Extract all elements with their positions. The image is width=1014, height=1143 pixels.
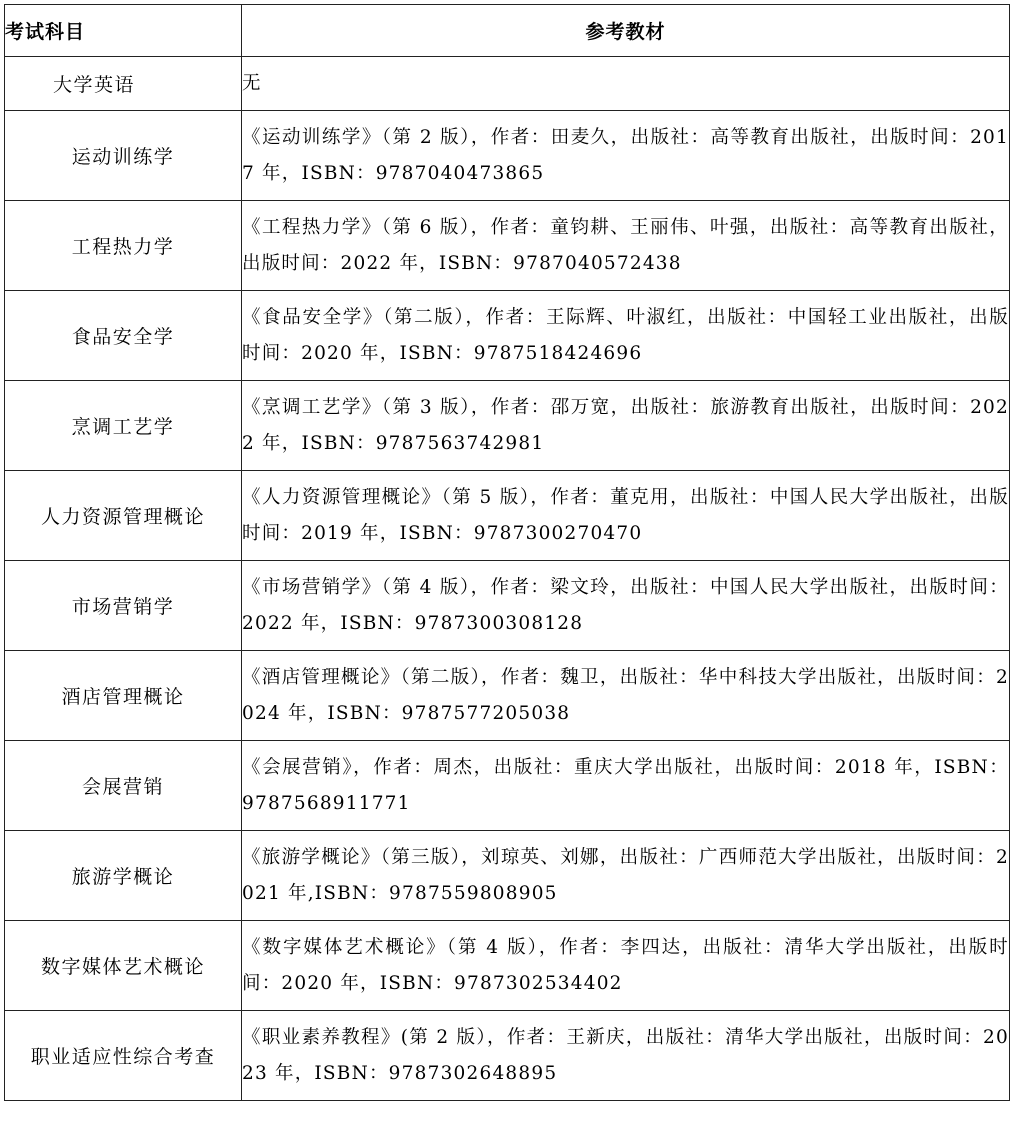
textbook-cell: 《运动训练学》（第 2 版），作者：田麦久，出版社：高等教育出版社，出版时间：2017 年，ISBN：9787040473865 (242, 111, 1010, 201)
subject-cell: 酒店管理概论 (5, 651, 242, 741)
textbook-cell: 《旅游学概论》（第三版），刘琼英、刘娜，出版社：广西师范大学出版社，出版时间：2021 年,ISBN：9787559808905 (242, 831, 1010, 921)
table-row (5, 1011, 1010, 1101)
textbook-cell: 《职业素养教程》(第 2 版），作者：王新庆，出版社：清华大学出版社，出版时间：2023 年，ISBN：9787302648895 (242, 1011, 1010, 1101)
subject-cell: 工程热力学 (5, 201, 242, 291)
subject-cell: 烹调工艺学 (5, 381, 242, 471)
textbook-cell: 《烹调工艺学》（第 3 版），作者：邵万宽，出版社：旅游教育出版社，出版时间：2022 年，ISBN：9787563742981 (242, 381, 1010, 471)
table-row (5, 111, 1010, 201)
textbook-cell: 《工程热力学》（第 6 版），作者：童钧耕、王丽伟、叶强，出版社：高等教育出版社，出版时间：2022 年，ISBN：9787040572438 (242, 201, 1010, 291)
textbook-table (4, 4, 1010, 1101)
table-row (5, 921, 1010, 1011)
subject-cell: 市场营销学 (5, 561, 242, 651)
table-row (5, 471, 1010, 561)
textbook-cell: 《会展营销》，作者：周杰，出版社：重庆大学出版社，出版时间：2018 年，ISBN：9787568911771 (242, 741, 1010, 831)
subject-cell: 旅游学概论 (5, 831, 242, 921)
subject-cell: 职业适应性综合考查 (5, 1011, 242, 1101)
textbook-cell: 《人力资源管理概论》（第 5 版），作者：董克用，出版社：中国人民大学出版社，出版时间：2019 年，ISBN：9787300270470 (242, 471, 1010, 561)
textbook-cell: 《酒店管理概论》（第二版），作者：魏卫，出版社：华中科技大学出版社，出版时间：2024 年，ISBN：9787577205038 (242, 651, 1010, 741)
subject-cell: 会展营销 (5, 741, 242, 831)
textbook-cell: 《食品安全学》（第二版），作者：王际辉、叶淑红，出版社：中国轻工业出版社，出版时间：2020 年，ISBN：9787518424696 (242, 291, 1010, 381)
table-row (5, 291, 1010, 381)
table-row (5, 381, 1010, 471)
textbook-cell: 无 (242, 57, 1010, 111)
subject-cell: 大学英语 (5, 57, 242, 111)
table-row (5, 651, 1010, 741)
subject-cell: 运动训练学 (5, 111, 242, 201)
textbook-cell: 《数字媒体艺术概论》（第 4 版），作者：李四达，出版社：清华大学出版社，出版时间：2020 年，ISBN：9787302534402 (242, 921, 1010, 1011)
subject-cell: 人力资源管理概论 (5, 471, 242, 561)
table-row (5, 561, 1010, 651)
table-row (5, 831, 1010, 921)
header-subject: 考试科目 (5, 5, 242, 57)
subject-cell: 食品安全学 (5, 291, 242, 381)
subject-cell: 数字媒体艺术概论 (5, 921, 242, 1011)
table-row (5, 57, 1010, 111)
table-row (5, 741, 1010, 831)
table-row (5, 201, 1010, 291)
table-header-row (5, 5, 1010, 57)
textbook-cell: 《市场营销学》（第 4 版），作者：梁文玲，出版社：中国人民大学出版社，出版时间：2022 年，ISBN：9787300308128 (242, 561, 1010, 651)
header-textbook: 参考教材 (242, 5, 1010, 57)
